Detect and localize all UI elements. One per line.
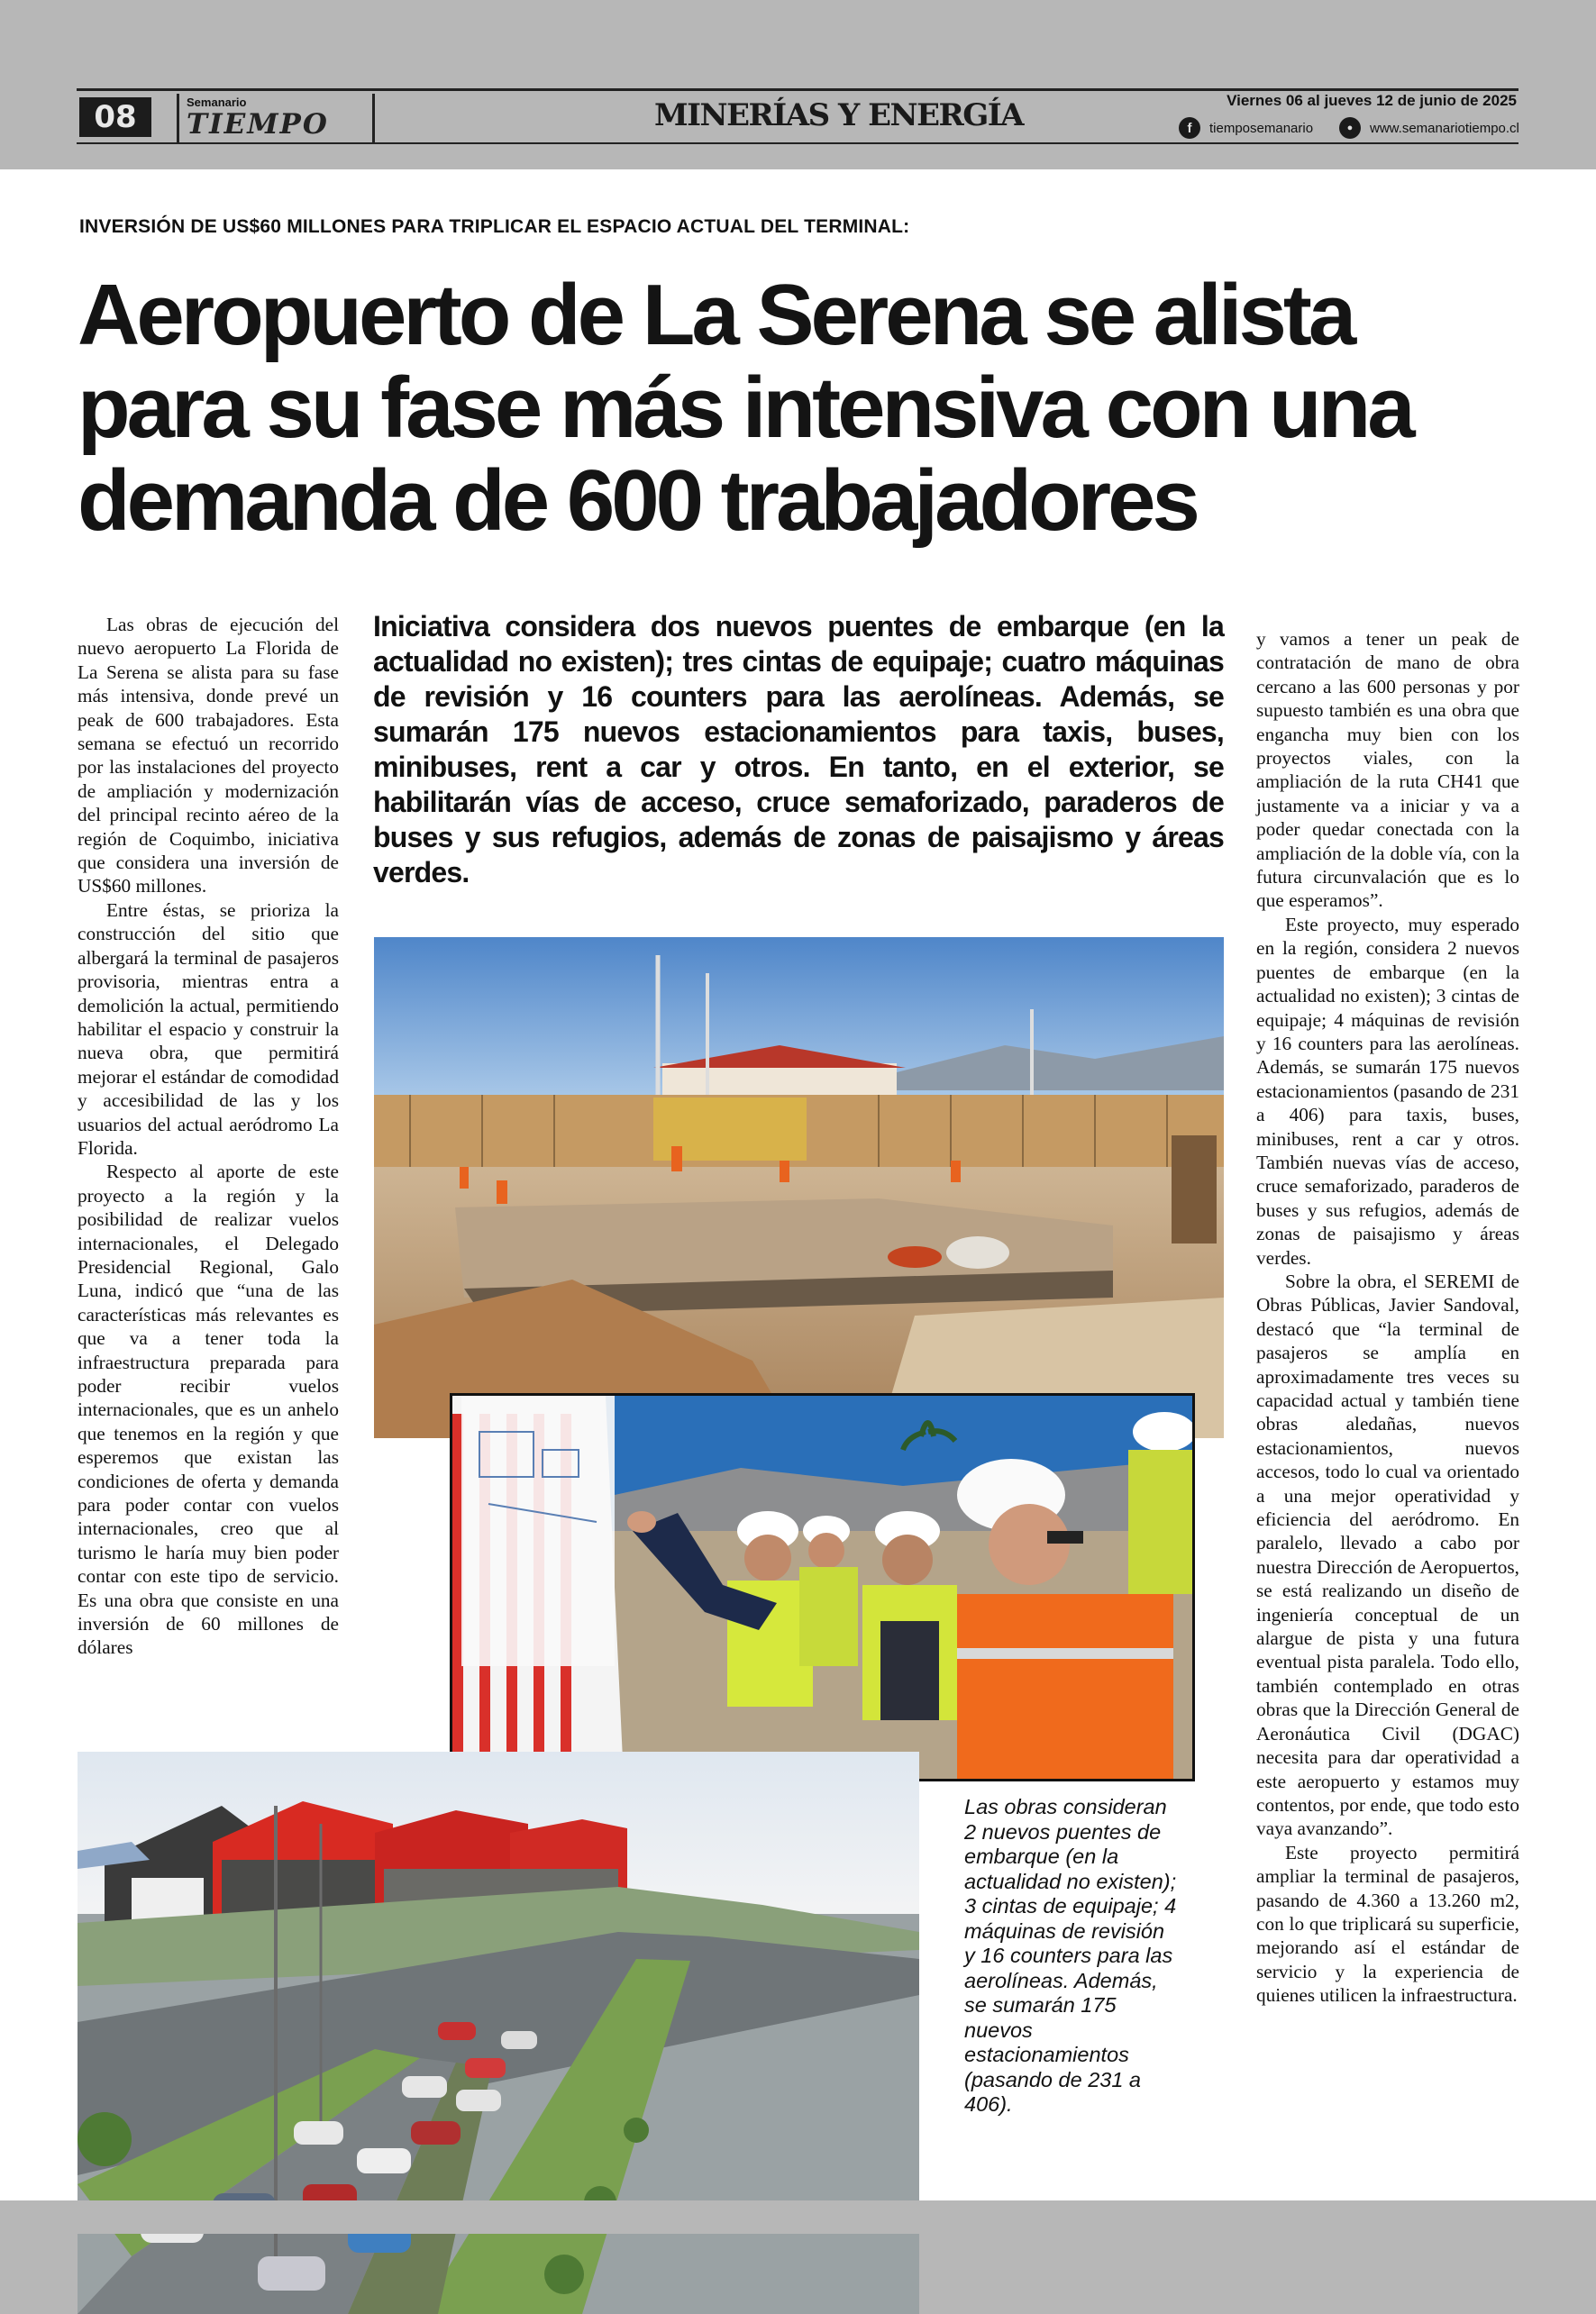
body-paragraph: Respecto al aporte de este proyecto a la región y la posibilidad de realizar vuelos internacionales, el Delegado Presidencial Regional, Galo Luna, indicó que “una de las características más relevantes es que va a tener toda la infraestructura preparada para poder recibir vuelos internacionales, que es un anhelo que tenemos en la región y que esperemos que existan las condiciones de oferta y demanda para poder contar con vuelos internacionales, creo que al turismo le haría muy bien poder contar con este tipo de servicio. Es una obra que consiste en una inversión de 60 millones de dólares <box>78 1161 339 1659</box>
body-column-right <box>1256 627 1519 2008</box>
article-lead: Iniciativa considera dos nuevos puentes de embarque (en la actualidad no existen); tres cintas de equipaje; cuatro máquinas de revisión y 16 counters para las aerolíneas. Además, se sumarán 175 nuevos estacionamientos para taxis, buses, minibuses, rent a car y otros. En tanto, en el exterior, se habilitarán vías de acceso, cruce semaforizado, paraderos de buses y sus refugios, además de zonas de paisajismo y áreas verdes. <box>373 610 1224 888</box>
website-url: www.semanariotiempo.cl <box>1370 120 1519 136</box>
body-column-left <box>78 613 339 1660</box>
construction-site-photo <box>374 937 1224 1438</box>
body-paragraph: Este proyecto, muy esperado en la región, considera 2 nuevos puentes de embarque (en la actualidad no existen); 3 cintas de equipaje; 4 máquinas de revisión y 16 counters para las aerolíneas. Además, se sumarán 175 nuevos estacionamientos (pasando de 231 a 406) para taxis, buses, minibuses, rent a car y otros. También nuevas vías de acceso, cruce semaforizado, paraderos de buses y sus refugios, además de zonas de paisajismo y áreas verdes. <box>1256 913 1519 1269</box>
header-rule-top <box>77 88 1518 91</box>
facebook-handle: tiemposemanario <box>1209 120 1314 136</box>
photo-caption: Las obras consideran 2 nuevos puentes de embarque (en la actualidad no existen); 3 cintas de equipaje; 4 máquinas de revisión y 16 counters para las aerolíneas. Además, se sumarán 175 nuevos estacionamientos (pasando de 231 a 406). <box>964 1795 1177 2116</box>
page-footer <box>0 2200 1596 2234</box>
header-rule-bottom <box>77 142 1518 144</box>
page-number: 08 <box>79 97 151 137</box>
officials-inspection-photo <box>450 1393 1195 1781</box>
masthead-small-label: Semanario <box>187 96 247 109</box>
issue-date: Viernes 06 al jueves 12 de junio de 2025 <box>1227 92 1517 109</box>
body-paragraph: Este proyecto permitirá ampliar la terminal de pasajeros, pasando de 4.360 a 13.260 m2, con lo que triplicará su superficie, mejorando así el estándar de servicio y la experiencia de quienes utilicen la infraestructura. <box>1256 1841 1519 2007</box>
masthead-logo <box>177 94 375 142</box>
body-paragraph: y vamos a tener un peak de contratación de mano de obra cercano a las 600 personas y por supuesto también es una obra que engancha muy bien con los proyectos viales, con la ampliación de la ruta CH41 que justamente va a iniciar y va a poder quedar conectada con la ampliación de la doble vía, con la futura circunvalación que es lo que esperamos”. <box>1256 628 1519 912</box>
body-paragraph: Las obras de ejecución del nuevo aeropuerto La Florida de La Serena se alista para su fase más intensiva, donde prevé un peak de 600 trabajadores. Esta semana se efectuó un recorrido por las instalaciones del proyecto de ampliación y modernización del principal recinto aéreo de la región de Coquimbo, iniciativa que considera una inversión de US$60 millones. <box>78 614 339 897</box>
article-kicker: INVERSIÓN DE US$60 MILLONES PARA TRIPLICAR EL ESPACIO ACTUAL DEL TERMINAL: <box>79 216 910 237</box>
website-link[interactable] <box>1339 117 1519 139</box>
body-paragraph: Entre éstas, se prioriza la construcción del sitio que albergará la terminal de pasajeros provisoria, mientras entra a demolición la actual, permitiendo habilitar el espacio y construir la nueva obra, que permitirá mejorar el estándar de comodidad y accesibilidad de las y los usuarios del actual aeródromo La Florida. <box>78 898 339 1159</box>
section-name: MINERÍAS Y ENERGÍA <box>654 97 1024 133</box>
globe-icon: ● <box>1339 117 1361 139</box>
article-page <box>0 169 1596 2200</box>
facebook-icon: f <box>1179 117 1200 139</box>
body-paragraph: Sobre la obra, el SEREMI de Obras Públicas, Javier Sandoval, destacó que “la terminal de pasajeros se amplía en aproximadamente tres veces su capacidad actual y también tiene obras aledañas, nuevos estacionamientos, nuevos accesos, todo lo cual va orientado a una mejor operatividad y eficiencia del aeródromo. En paralelo, llevado a cabo por nuestra Dirección de Aeropuertos, se está realizando un diseño de ingeniería conceptual de un alargue de pista y una futura eventual pista paralela. Todo ello, también contemplado en otras obras que la Dirección General de Aeronáutica Civil (DGAC) necesita para dar operatividad a este aeropuerto y estamos muy contentos, por ende, que todo esto vaya avanzando”. <box>1256 1270 1519 1840</box>
facebook-link[interactable] <box>1179 117 1313 139</box>
masthead-name: TIEMPO <box>187 108 329 141</box>
article-headline: Aeropuerto de La Serena se alista para su fase más intensiva con una demanda de 600 trabajadores <box>78 267 1412 549</box>
page-header <box>0 0 1596 169</box>
